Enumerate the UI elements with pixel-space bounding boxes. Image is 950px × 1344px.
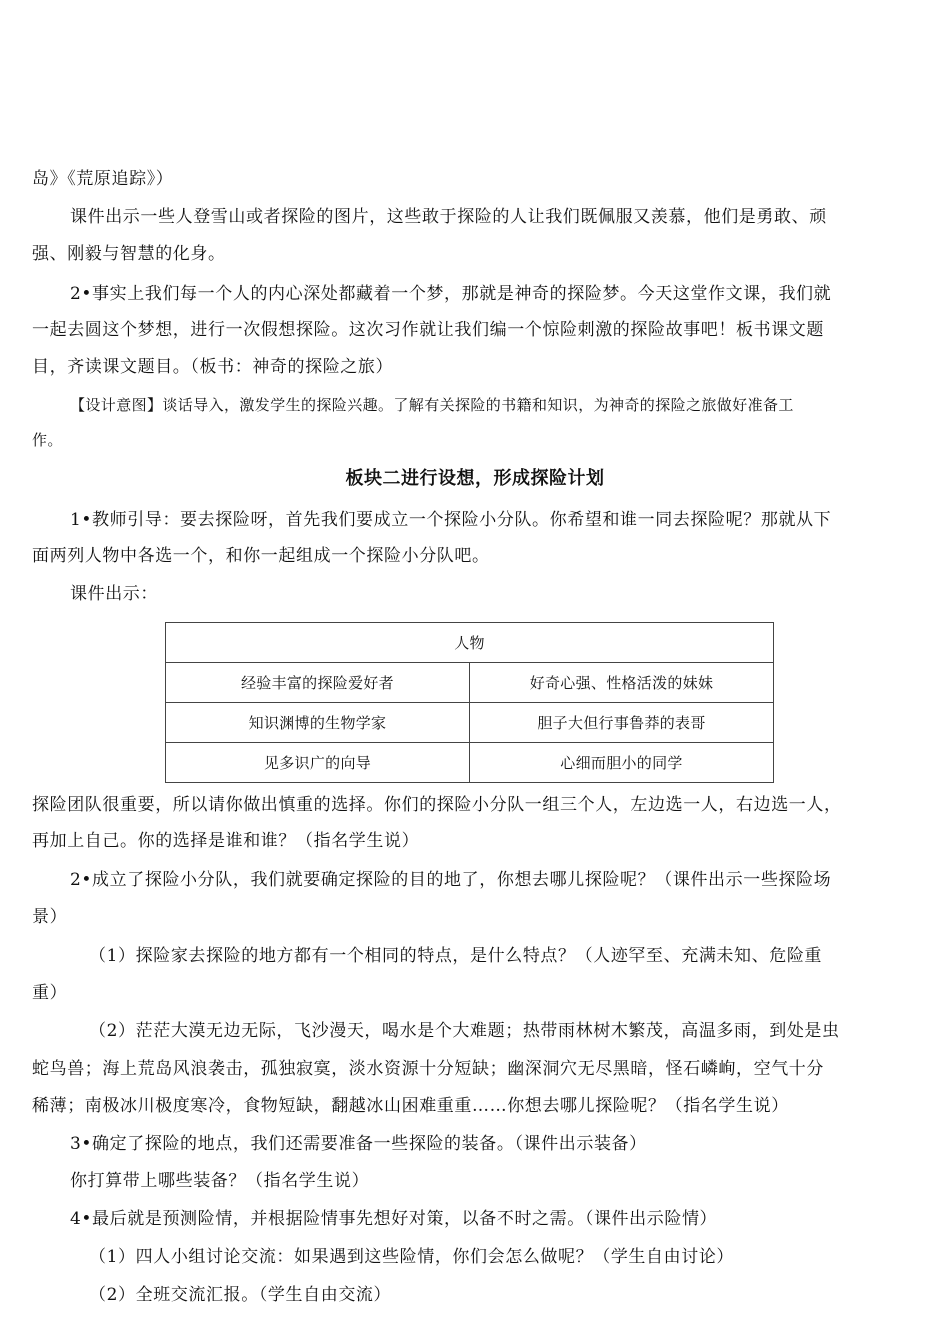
text-line: （2）全班交流汇报。（学生自由交流） bbox=[89, 1285, 392, 1305]
text-line: 你打算带上哪些装备？（指名学生说） bbox=[70, 1171, 370, 1191]
table-cell: 好奇心强、性格活泼的妹妹 bbox=[470, 663, 774, 703]
text-line: 景） bbox=[32, 907, 68, 927]
text-line: （2）茫茫大漠无边无际，飞沙漫天，喝水是个大难题；热带雨林树木繁茂，高温多雨，到处是虫 bbox=[89, 1021, 840, 1041]
table-header: 人物 bbox=[166, 623, 774, 663]
section-heading: 板块二进行设想，形成探险计划 bbox=[345, 468, 605, 489]
design-intent-line: 作。 bbox=[32, 431, 63, 449]
text-line: 目，齐读课文题目。（板书：神奇的探险之旅） bbox=[32, 357, 394, 377]
table-row bbox=[166, 743, 774, 783]
table-header-row bbox=[166, 623, 774, 663]
text-line: 强、刚毅与智慧的化身。 bbox=[32, 244, 226, 264]
table-row bbox=[166, 663, 774, 703]
text-line: 探险团队很重要，所以请你做出慎重的选择。你们的探险小分队一组三个人，左边选一人，右边选一人， bbox=[32, 795, 842, 815]
table-row bbox=[166, 703, 774, 743]
text-line: 稀薄；南极冰川极度寒冷，食物短缺，翻越冰山困难重重……你想去哪儿探险呢？（指名学生说） bbox=[32, 1096, 789, 1116]
text-line: 岛》《荒原追踪》） bbox=[32, 169, 174, 189]
text-line: （1）探险家去探险的地方都有一个相同的特点，是什么特点？（人迹罕至、充满未知、危险重 bbox=[89, 946, 823, 966]
text-line: 2•成立了探险小分队，我们就要确定探险的目的地了，你想去哪儿探险呢？（课件出示一些探险场 bbox=[70, 870, 832, 890]
text-line: 重） bbox=[32, 983, 68, 1003]
table-cell: 见多识广的向导 bbox=[166, 743, 470, 783]
text-line: 4•最后就是预测险情，并根据险情事先想好对策，以备不时之需。（课件出示险情） bbox=[70, 1209, 718, 1229]
text-line: 面两列人物中各选一个，和你一起组成一个探险小分队吧。 bbox=[32, 546, 490, 566]
text-line: 一起去圆这个梦想，进行一次假想探险。这次习作就让我们编一个惊险刺激的探险故事吧！板书课文题 bbox=[32, 320, 824, 340]
character-table bbox=[165, 622, 774, 783]
table-cell: 知识渊博的生物学家 bbox=[166, 703, 470, 743]
table-cell: 心细而胆小的同学 bbox=[470, 743, 774, 783]
text-line: 2•事实上我们每一个人的内心深处都藏着一个梦，那就是神奇的探险梦。今天这堂作文课，我们就 bbox=[70, 284, 832, 304]
text-line: 蛇鸟兽；海上荒岛风浪袭击，孤独寂寞，淡水资源十分短缺；幽深洞穴无尽黑暗，怪石嶙峋，空气十分 bbox=[32, 1059, 824, 1079]
text-line: 1•教师引导：要去探险呀，首先我们要成立一个探险小分队。你希望和谁一同去探险呢？那就从下 bbox=[70, 510, 832, 530]
text-line: 再加上自己。你的选择是谁和谁？（指名学生说） bbox=[32, 831, 420, 851]
table-cell: 胆子大但行事鲁莽的表哥 bbox=[470, 703, 774, 743]
design-intent-line: 【设计意图】谈话导入，激发学生的探险兴趣。了解有关探险的书籍和知识，为神奇的探险之旅做好准备工 bbox=[70, 396, 794, 414]
text-line: 课件出示一些人登雪山或者探险的图片，这些敢于探险的人让我们既佩服又羡慕，他们是勇敢、顽 bbox=[70, 207, 827, 227]
text-line: （1）四人小组讨论交流：如果遇到这些险情，你们会怎么做呢？（学生自由讨论） bbox=[89, 1247, 735, 1267]
table-cell: 经验丰富的探险爱好者 bbox=[166, 663, 470, 703]
text-line: 3•确定了探险的地点，我们还需要准备一些探险的装备。（课件出示装备） bbox=[70, 1134, 647, 1154]
text-line: 课件出示： bbox=[70, 584, 158, 604]
